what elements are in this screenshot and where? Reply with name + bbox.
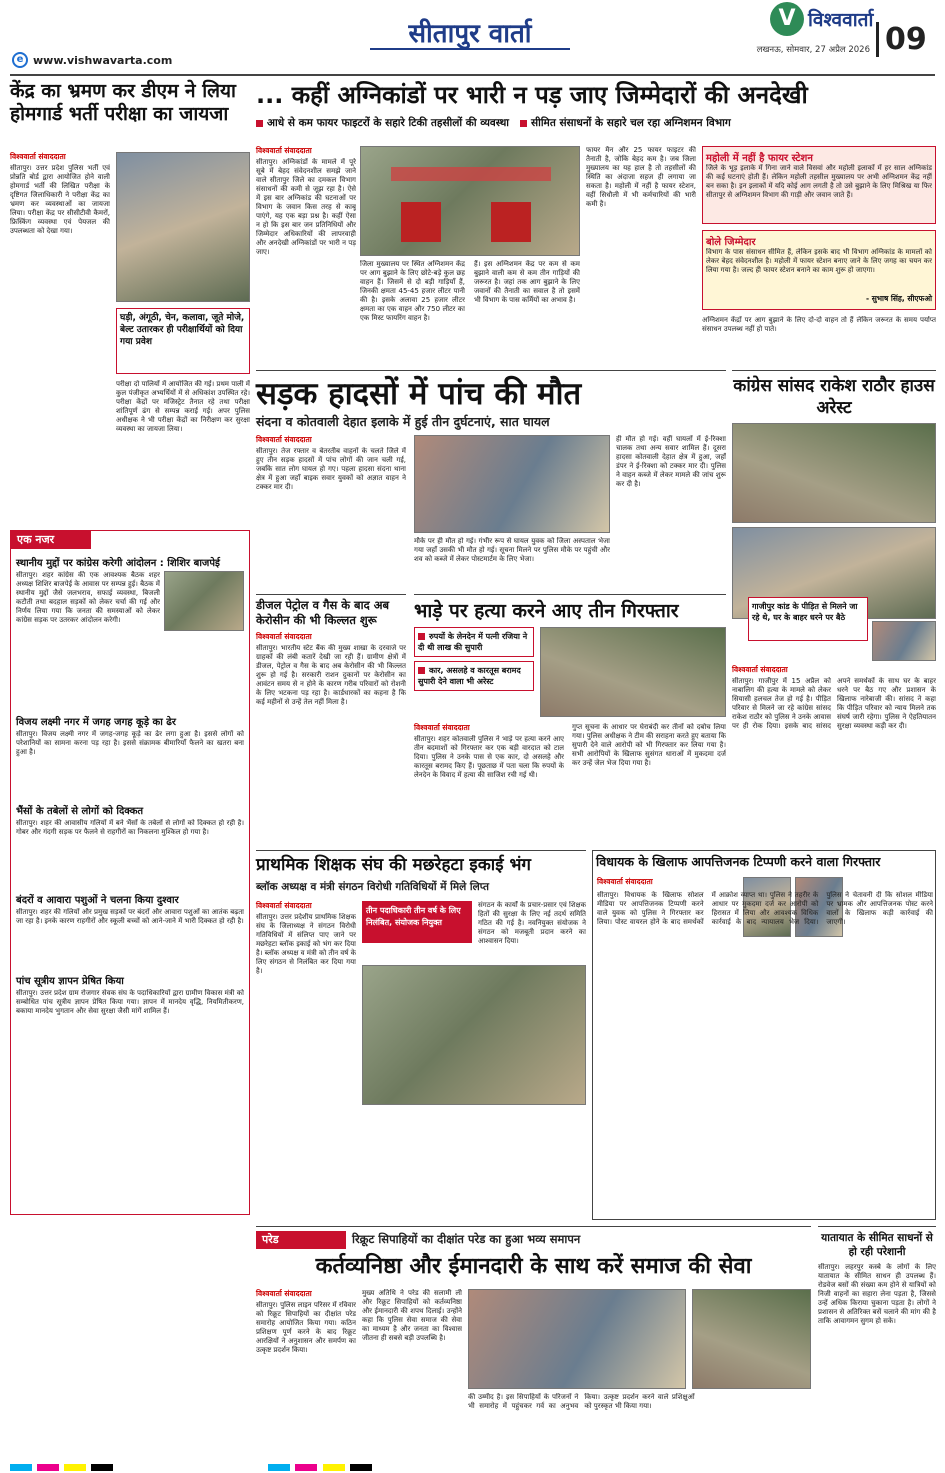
- body-text-2: मुख्य अतिथि ने परेड की सलामी ली और रिक्रूट सिपाहियों को कर्तव्यनिष्ठा और ईमानदारी की शपथ दिलाई। उन्होंने कहा कि पुलिस सेवा समाज की सेवा का माध्यम है और जनता का विश्वास जीतना ही सबसे बड़ी उपलब्धि है।: [362, 1289, 462, 1342]
- sub-headlines: [256, 116, 936, 130]
- box-text: विभाग के पास संसाधन सीमित हैं, लेकिन इसके बाद भी विभाग अग्निकांड के मामलों को लेकर बेहद संवेदनशील है। महोली में फायर स्टेशन बनाए जाने के लिए जगह का चयन कर लिया गया है। जल्द ही फायर स्टेशन बनाने का काम शुरू हो जाएगा।: [706, 248, 932, 274]
- swatch: [323, 1464, 345, 1471]
- swatch: [268, 1464, 290, 1471]
- globe-icon: e: [12, 52, 28, 68]
- brief-photo: [164, 571, 244, 631]
- headline: सड़क हादसों में पांच की मौत: [256, 376, 582, 412]
- body-text-1: सीतापुर। तेज रफ्तार व बेतरतीब वाहनों के चलते जिले में हुए तीन सड़क हादसों में पांच लोगों की जान चली गई, जबकि सात लोग घायल हो गए। पहला हादसा संदना थाना क्षेत्र में हुआ जहाँ बाइक सवार युवकों को अज्ञात वाहन ने टक्कर मार दी।: [256, 447, 406, 491]
- body-text-2: परीक्षा दो पालियों में आयोजित की गई। प्रथम पाली में कुल पंजीकृत अभ्यर्थियों में से अधिकांश उपस्थित रहे। परीक्षा केंद्रों पर मजिस्ट्रेट तैनात रहे तथा परीक्षा शांतिपूर्ण ढंग से सम्पन्न कराई गई। अपर पुलिस अधीक्षक ने भी परीक्षा केंद्रों का निरीक्षण कर सुरक्षा व्यवस्था का जायजा लिया।: [116, 380, 250, 433]
- mp-photo-1: [732, 423, 936, 523]
- exam-photo: [116, 152, 250, 302]
- pull-quote: घड़ी, अंगूठी, चेन, कलावा, जूते मोजे, बेल्ट उतारकर ही परीक्षार्थियों को दिया गया प्रवेश: [116, 308, 250, 374]
- body-text-3: की उम्मीद है। इस सिपाहियों के परिजनों ने भी समारोह में पहुंचकर गर्व का अनुभव किया। उत्कृष्ट प्रदर्शन करने वाले प्रशिक्षुओं को पुरस्कृत भी किया गया।: [468, 1393, 695, 1410]
- story-dm: [10, 80, 250, 525]
- headline: प्राथमिक शिक्षक संघ की मछरेहटा इकाई भंग: [256, 855, 531, 875]
- body-text-4: हैं। इस अग्निशमन केंद्र पर कम से कम बुझाने वाली कम से कम तीन गाड़ियों की जरूरत है। जहां तक आग बुझाने के लिए जवानों की तैनाती का सवाल है तो इसमें भी विभाग के पास कर्मियों का अभाव है।: [474, 260, 580, 304]
- kicker: रिक्रूट सिपाहियों का दीक्षांत परेड का हुआ भव्य समापन: [352, 1232, 581, 1246]
- headline: विधायक के खिलाफ आपत्तिजनक टिप्पणी करने वाला गिरफ्तार: [596, 854, 881, 869]
- ek-nazar-column: [10, 530, 250, 1215]
- masthead-rule: [10, 74, 935, 76]
- swatch: [295, 1464, 317, 1471]
- box-text: जिले के भूड़ इलाके में गिना जाने वाले विसवां और महोली इलाकों में हर साल अग्निकांड की कई घटनाएं होती हैं। लेकिन महोली तहसील मुख्यालय पर अभी अग्निशमन केंद्र नहीं बन सका है। इन इलाकों में यदि कोई आग लगती है तो उसे बुझाने के लिए मिश्रिख या फिर सीतापुर से अग्निशमन विभाग की गाड़ी और जवान जाते हैं।: [706, 164, 932, 199]
- headline: कर्तव्यनिष्ठा और ईमानदारी के साथ करें समाज की सेवा: [315, 1254, 752, 1279]
- body-text-3: फायर मैन और 25 फायर फाइटर की तैनाती है, जोकि बेहद कम है। जब जिला मुख्यालय का यह हाल है तो तहसीलों की स्थिति का अंदाजा सहज ही लगाया जा सकता है। महोली में नहीं है फायर स्टेशन, वहीं सिधौली में भी कर्मचारियों की भारी कमी है।: [586, 146, 696, 208]
- story-teachers: [256, 850, 586, 1220]
- photo-caption: गाजीपुर कांड के पीड़ित से मिलने जा रहे थे, घर के बाहर धरने पर बैठे: [748, 597, 868, 641]
- website-url[interactable]: www.vishwavarta.com: [33, 54, 173, 67]
- body-text: सीतापुर। विधायक के खिलाफ सोशल मीडिया पर आपत्तिजनक टिप्पणी करने वाले युवक को पुलिस ने गिरफ्तार कर लिया। पोस्ट वायरल होने के बाद समर्थकों में आक्रोश व्याप्त था। पुलिस ने तहरीर के आधार पर मुकदमा दर्ज कर आरोपी को हिरासत में लिया और आवश्यक विधिक कार्रवाई के बाद न्यायालय भेज दिया। पुलिस ने चेतावनी दी कि सोशल मीडिया पर भ्रामक और आपत्तिजनक पोस्ट करने वालों के खिलाफ कड़ी कार्रवाई की जाएगी।: [597, 891, 933, 926]
- body-text-2: संगठन के कार्यों के प्रचार-प्रसार एवं शिक्षक हितों की सुरक्षा के लिए नई तदर्थ समिति गठित की गई है। नवनियुक्त संयोजक ने संगठन को मजबूती प्रदान करने का आश्वासन दिया।: [478, 901, 586, 945]
- officer-photo: [692, 1289, 811, 1389]
- byline: विश्ववार्ता संवाददाता: [256, 901, 312, 910]
- headline: डीजल पेट्रोल व गैस के बाद अब केरोसीन की भी किल्लत शुरू: [256, 598, 390, 627]
- headline: ... कहीं अग्निकांडों पर भारी न पड़ जाए जिम्मेदारों की अनदेखी: [256, 81, 808, 109]
- body-text-3: ही मौत हो गई। वहीं घायलों में ई-रिक्शा चालक तथा अन्य सवार शामिल हैं। दूसरा हादसा कोतवाली देहात क्षेत्र में हुआ, जहाँ डंपर ने ई-रिक्शा को टक्कर मार दी। पुलिस ने वाहन कब्जे में लेकर मामले की जांच शुरू कर दी है।: [616, 435, 726, 488]
- brief-text-3: सीतापुर। शहर की गलियों और प्रमुख सड़कों पर बंदरों और आवारा पशुओं का आतंक बढ़ता जा रहा है। इनके कारण राहगीरों और स्कूली बच्चों को आने-जाने में भारी दिक्कत हो रही है।: [16, 908, 244, 925]
- brief-title-4: पांच सूत्रीय ज्ञापन प्रेषित किया: [16, 976, 124, 987]
- fire-station-photo: [360, 146, 580, 256]
- body-text-2: जिला मुख्यालय पर स्थित अग्निशमन केंद्र पर आग बुझाने के लिए छोटे-बड़े कुल छह वाहन हैं। जिसमें से दो बड़ी गाड़ियाँ हैं, जिनकी क्षमता 45-45 हजार लीटर पानी की है। इसके अलावा 25 हजार लीटर क्षमता का एक वाहन और 750 लीटर का एक मिस्ट फायरिंग वाहन है।: [360, 260, 465, 322]
- box-signature: - सुभाष सिंह, सीएफओ: [865, 294, 932, 303]
- story-mp: [732, 370, 936, 840]
- page-number: 09: [876, 22, 936, 57]
- body-text-2: गुप्त सूचना के आधार पर घेराबंदी कर तीनों को दबोच लिया गया। पुलिस अधीक्षक ने टीम की सराहना करते हुए बताया कि सुपारी देने वाले आरोपी को भी गिरफ्तार कर लिया गया है। सभी आरोपियों के खिलाफ सुसंगत धाराओं में मुकदमा दर्ज कर उन्हें जेल भेज दिया गया है।: [572, 723, 726, 767]
- brief-text-2: सीतापुर। शहर की आवासीय गलियों में बने भैंसों के तबेलों से लोगों को दिक्कत हो रही है। गोबर और गंदगी सड़क पर फैलने से राहगीरों का निकलना मुश्किल हो गया है।: [16, 819, 244, 836]
- swatch: [350, 1464, 372, 1471]
- section-label: एक नजर: [11, 531, 91, 549]
- sub-headline: संदना व कोतवाली देहात इलाके में हुई तीन दुर्घटनाएं, सात घायल: [256, 414, 550, 429]
- body-text-1: सीतापुर। अग्निकांडों के मामले में पूरे सूबे में बेहद संवेदनशील समझे जाने वाले सीतापुर जिले का दमकल विभाग संसाधनों की कमी से जूझ रहा है। ऐसे में इस बार अग्निकांड की घटनाओं पर विभाग के जवान किस तरह से काबू पाएंगे, यह एक बड़ा प्रश्न है। कहीं ऐसा न हो कि इस बार जन प्रतिनिधियों और जिम्मेदार अधिकारियों की लापरवाही और अनदेखी अग्निकांडों पर भारी न पड़ जाए।: [256, 158, 356, 256]
- location-date: लखनऊ, सोमवार, 27 अप्रैल 2026: [756, 45, 870, 55]
- brief-title-0: स्थानीय मुद्दों पर कांग्रेस करेगी आंदोलन : शिशिर बाजपेई: [16, 558, 220, 569]
- bullet-icon: [520, 120, 527, 127]
- section-title: सीतापुर वार्ता: [370, 14, 570, 50]
- section-label: परेड: [256, 1231, 346, 1249]
- box-title: बोले जिम्मेदार: [706, 237, 756, 248]
- body-text: सीतापुर। भारतीय स्टेट बैंक की मुख्य शाखा के दरवाजे पर ग्राहकों की लंबी कतारें देखी जा रही हैं। ग्रामीण क्षेत्रों में डीजल, पेट्रोल व गैस के बाद अब केरोसीन की भी किल्लत शुरू हो गई है। सरकारी राशन दुकानों पर केरोसीन का आवंटन समय से न होने के कारण गरीब परिवारों को रोशनी के लिए भटकना पड़ रहा है। कार्डधारकों का कहना है कि कई महीनों से उन्हें तेल नहीं मिला है।: [256, 644, 406, 706]
- story-accident: [256, 370, 726, 590]
- brief-text-1: सीतापुर। विजय लक्ष्मी नगर में जगह-जगह कूड़े का ढेर लगा हुआ है। इससे लोगों को परेशानियों का सामना करना पड़ रहा है। इससे संक्रामक बीमारियाँ फैलने का खतरा बना हुआ है।: [16, 730, 244, 756]
- accident-photo: [414, 435, 610, 533]
- mp-photo-3: [872, 621, 936, 661]
- info-box-maholi: [702, 146, 936, 224]
- info-box-officials: [702, 230, 936, 310]
- teachers-photo: [362, 965, 586, 1105]
- swatch: [64, 1464, 86, 1471]
- body-text-2: मौके पर ही मौत हो गई। गंभीर रूप से घायल युवक को जिला अस्पताल भेजा गया जहाँ उसकी भी मौत हो गई। सूचना मिलने पर पुलिस मौके पर पहुंची और शव को कब्जे में लेकर पोस्टमार्टम के लिए भेजा।: [414, 537, 610, 563]
- brand-name: विश्ववार्ता: [808, 9, 874, 31]
- story-transport: [818, 1226, 936, 1448]
- headline: केंद्र का भ्रमण कर डीएम ने लिया होमगार्ड भर्ती परीक्षा का जायजा: [10, 80, 236, 125]
- byline: विश्ववार्ता संवाददाता: [414, 723, 470, 732]
- body-text: सीतापुर। उत्तर प्रदेश पुलिस भर्ती एवं प्रोन्नति बोर्ड द्वारा आयोजित होने वाली होमगार्ड भर्ती की लिखित परीक्षा के दृष्टिगत जिलाधिकारी ने परीक्षा केंद्र का भ्रमण कर व्यवस्थाओं का जायजा लिया। परीक्षा केंद्र पर सीसीटीवी कैमरों, फ्रिस्किंग व्यवस्था एवं पेयजल की उपलब्धता को देखा गया।: [10, 164, 110, 235]
- accused-photo: [540, 627, 726, 717]
- headline: कांग्रेस सांसद राकेश राठौर हाउस अरेस्ट: [733, 376, 935, 418]
- brief-text-0: सीतापुर। शहर कांग्रेस की एक आवश्यक बैठक शहर अध्यक्ष शिशिर बाजपेई के आवास पर सम्पन्न हुई। बैठक में स्थानीय मुद्दों जैसे जलभराव, सफाई व्यवस्था, बिजली कटौती तथा बदहाल सड़कों को लेकर चर्चा की गई और निर्णय लिया गया कि जनता की समस्याओं को लेकर कांग्रेस सड़क पर उतरकर आंदोलन करेगी।: [16, 571, 160, 624]
- byline: विश्ववार्ता संवाददाता: [10, 152, 66, 161]
- story-murder: [414, 594, 726, 844]
- note-1: रुपयों के लेनदेन में पत्नी रजिया ने दी थी लाख की सुपारी: [414, 627, 534, 657]
- byline: विश्ववार्ता संवाददाता: [256, 1289, 312, 1298]
- body-text-1: सीतापुर। उत्तर प्रदेशीय प्राथमिक शिक्षक संघ के जिलाध्यक्ष ने संगठन विरोधी गतिविधियों में संलिप्त पाए जाने पर मछरेहटा ब्लॉक इकाई को भंग कर दिया है। ब्लॉक अध्यक्ष व मंत्री को तीन वर्ष के लिए संगठन से निलंबित कर दिया गया है।: [256, 913, 356, 975]
- note-2: कार, असलहे व कारतूस बरामद सुपारी देने वाला भी अरेस्ट: [414, 661, 534, 691]
- body-text-1: सीतापुर। शहर कोतवाली पुलिस ने भाड़े पर हत्या करने आए तीन बदमाशों को गिरफ्तार कर एक बड़ी वारदात को टाल दिया। पुलिस ने उनके पास से एक कार, दो असलहे और कारतूस बरामद किए हैं। पूछताछ में पता चला कि रुपयों के लेनदेन के विवाद में हत्या की साजिश रची गई थी।: [414, 735, 564, 779]
- sub-headline: ब्लॉक अध्यक्ष व मंत्री संगठन विरोधी गतिविधियों में मिले लिप्त: [256, 881, 489, 893]
- bullet-icon: [418, 667, 425, 674]
- swatch: [10, 1464, 32, 1471]
- body-text: सीतापुर। गाजीपुर में 15 अप्रैल को नाबालिग की हत्या के मामले को लेकर सियासी हलचल तेज हो गई है। पीड़ित परिवार से मिलने जा रहे कांग्रेस सांसद राकेश राठौर को पुलिस ने उनके आवास पर ही रोक दिया। इसके बाद सांसद अपने समर्थकों के साथ घर के बाहर धरने पर बैठ गए और प्रशासन के खिलाफ नारेबाजी की। सांसद ने कहा कि पीड़ित परिवार को न्याय मिलने तक संघर्ष जारी रहेगा। पुलिस ने ऐहतियातन सुरक्षा व्यवस्था कड़ी कर दी।: [732, 677, 936, 730]
- headline: यातायात के सीमित साधनों से हो रही परेशानी: [821, 1232, 933, 1258]
- swatch: [37, 1464, 59, 1471]
- brief-title-2: भैंसों के तबेलों से लोगों को दिक्कत: [16, 806, 144, 817]
- box-title: महोली में नहीं है फायर स्टेशन: [706, 153, 813, 164]
- story-parade: [256, 1226, 811, 1448]
- byline: विश्ववार्ता संवाददाता: [256, 435, 312, 444]
- story-fire: [256, 80, 936, 365]
- story-diesel: [256, 594, 406, 844]
- note-box: तीन पदाधिकारी तीन वर्ष के लिए निलंबित, संयोजक नियुक्त: [362, 901, 472, 943]
- byline: विश्ववार्ता संवाददाता: [732, 665, 788, 674]
- parade-photo: [468, 1289, 686, 1389]
- headline: भाड़े पर हत्या करने आए तीन गिरफ्तार: [414, 600, 679, 622]
- brief-text-4: सीतापुर। उत्तर प्रदेश ग्राम रोजगार सेवक संघ के पदाधिकारियों द्वारा ग्रामीण विकास मंत्री को सम्बोधित पांच सूत्रीय ज्ञापन प्रेषित किया गया। ज्ञापन में मानदेय वृद्धि, नियमितीकरण, बकाया मानदेय भुगतान और सेवा सुरक्षा जैसी मांगें शामिल हैं।: [16, 989, 244, 1015]
- body-text: सीतापुर। लहरपुर कस्बे के लोगों के लिए यातायात के सीमित साधन ही उपलब्ध हैं। रोडवेज बसों की संख्या कम होने से यात्रियों को निजी वाहनों का सहारा लेना पड़ता है, जिससे उन्हें अधिक किराया चुकाना पड़ता है। लोगों ने प्रशासन से अतिरिक्त बसें चलाने की मांग की है ताकि आवागमन सुगम हो सके।: [818, 1263, 936, 1325]
- body-text-1: सीतापुर। पुलिस लाइन परिसर में रविवार को रिक्रूट सिपाहियों का दीक्षांत परेड समारोह आयोजित किया गया। कठिन प्रशिक्षण पूर्ण करने के बाद रिक्रूट आरक्षियों ने अनुशासन और समर्पण का उत्कृष्ट प्रदर्शन किया।: [256, 1301, 356, 1354]
- bullet-icon: [256, 120, 263, 127]
- byline: विश्ववार्ता संवाददाता: [597, 877, 653, 886]
- body-text-5: अग्निशमन केंद्रों पर आग बुझाने के लिए दो-दो वाहन तो हैं लेकिन जरूरत के समय पर्याप्त संसाधन उपलब्ध नहीं हो पाते।: [702, 316, 936, 333]
- swatch: [91, 1464, 113, 1471]
- brief-title-1: विजय लक्ष्मी नगर में जगह जगह कूड़े का ढेर: [16, 717, 177, 728]
- bullet-icon: [418, 633, 425, 640]
- brief-title-3: बंदरों व आवारा पशुओं ने चलना किया दुश्वार: [16, 895, 179, 906]
- sub-1: आधे से कम फायर फाइटरों के सहारे टिकी तहसीलों की व्यवस्था: [267, 117, 510, 129]
- byline: विश्ववार्ता संवाददाता: [256, 146, 312, 155]
- sub-2: सीमित संसाधनों के सहारे चल रहा अग्निशमन विभाग: [531, 117, 731, 129]
- byline: विश्ववार्ता संवाददाता: [256, 632, 312, 641]
- story-arrest: [592, 850, 936, 1220]
- masthead: [0, 0, 945, 78]
- color-registration-bar: [10, 1456, 935, 1466]
- brand-logo-icon: V: [770, 2, 804, 36]
